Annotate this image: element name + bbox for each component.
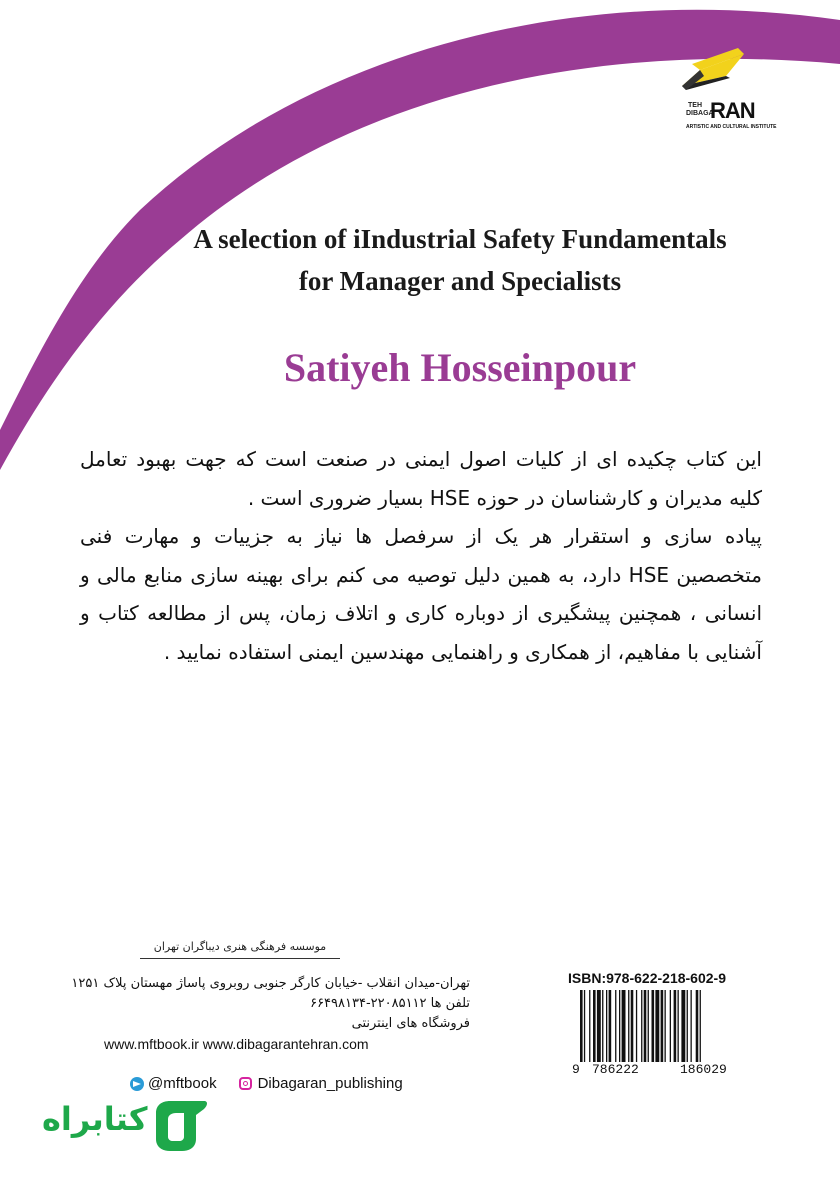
logo-subtitle: ARTISTIC AND CULTURAL INSTITUTE: [686, 124, 777, 130]
barcode-bar: [602, 990, 603, 1062]
barcode-bar: [681, 990, 685, 1062]
barcode-bar: [648, 990, 649, 1062]
barcode-bar: [636, 990, 637, 1062]
barcode-bar: [652, 990, 655, 1062]
instagram-icon: [239, 1077, 252, 1090]
publisher-logo: [660, 40, 777, 140]
barcode-digit-group-2: 186029: [680, 1062, 727, 1077]
description-paragraph-2: پیاده سازی و استقرار هر یک از سرفصل ها نیاز به جزییات و مهارت فنی متخصصین HSE دارد، به همین دلیل توصیه می کنم برای بهینه سازی منابع مالی و انسانی ، همچنین پیشگیری از دوباره کاری و اتلاف زمان، پس از مطالعه کتاب و آشنایی با مفاهیم، از همکاری و راهنمایی مهندسین ایمنی استفاده نمایید .: [80, 524, 762, 664]
barcode-bar: [615, 990, 616, 1062]
barcode-bar: [665, 990, 666, 1062]
barcode-bar: [631, 990, 634, 1062]
publisher-phone: تلفن ها ۲۲۰۸۵۱۱۲-۶۶۴۹۸۱۳۴: [310, 996, 470, 1011]
social-links: [130, 1075, 403, 1092]
barcode-bar: [687, 990, 688, 1062]
barcode-lead-digit: 9: [572, 1062, 580, 1077]
isbn-label: ISBN:978-622-218-602-9: [568, 970, 726, 986]
barcode: [578, 990, 766, 1062]
instagram-handle: Dibagaran_publishing: [257, 1075, 403, 1092]
barcode-bar: [584, 990, 585, 1062]
barcode-bar: [674, 990, 677, 1062]
description-paragraph-1: این کتاب چکیده ای از کلیات اصول ایمنی در صنعت است که جهت بهبود تعامل کلیه مدیران و کارشناسان در حوزه HSE بسیار ضروری است .: [80, 447, 762, 510]
ketabrah-logo-icon: [150, 1095, 212, 1157]
online-stores-label: فروشگاه های اینترنتی: [351, 1016, 470, 1031]
barcode-bar: [593, 990, 596, 1062]
logo-dibaga-text: DIBAGA: [686, 110, 714, 117]
telegram-handle: @mftbook: [148, 1075, 217, 1092]
barcode-bar: [661, 990, 664, 1062]
publisher-name: موسسه فرهنگی هنری دیباگران تهران: [153, 940, 327, 953]
book-logo-icon: [660, 40, 760, 98]
barcode-bar: [641, 990, 642, 1062]
barcode-bar: [597, 990, 601, 1062]
barcode-bar: [678, 990, 679, 1062]
book-title-line-1: A selection of iIndustrial Safety Fundamentals: [193, 224, 727, 254]
publisher-divider: [140, 958, 340, 959]
barcode-bar: [655, 990, 659, 1062]
barcode-bar: [700, 990, 701, 1062]
ketabrah-wordmark: کتابراه: [42, 1100, 148, 1138]
barcode-bar: [670, 990, 671, 1062]
barcode-bar: [691, 990, 692, 1062]
barcode-bar: [696, 990, 699, 1062]
barcode-bar: [606, 990, 607, 1062]
logo-teh-text: TEH: [688, 102, 702, 109]
telegram-icon: [130, 1077, 144, 1091]
author-name: Satiyeh Hosseinpour: [283, 345, 637, 390]
barcode-bar: [619, 990, 620, 1062]
barcode-digit-group-1: 786222: [592, 1062, 639, 1077]
barcode-bar: [622, 990, 626, 1062]
barcode-bar: [580, 990, 583, 1062]
book-title-line-2: for Manager and Specialists: [298, 266, 622, 296]
logo-ran-text: RAN: [710, 98, 755, 123]
book-description: [80, 440, 762, 671]
publisher-address: تهران-میدان انقلاب -خیابان کارگر جنوبی روبروی پاساژ مهستان پلاک ۱۲۵۱: [71, 976, 470, 991]
barcode-bar: [589, 990, 590, 1062]
barcode-bar: [628, 990, 629, 1062]
barcode-bar: [609, 990, 612, 1062]
publisher-websites: www.mftbook.ir www.dibagarantehran.com: [104, 1036, 369, 1052]
barcode-bar: [644, 990, 647, 1062]
